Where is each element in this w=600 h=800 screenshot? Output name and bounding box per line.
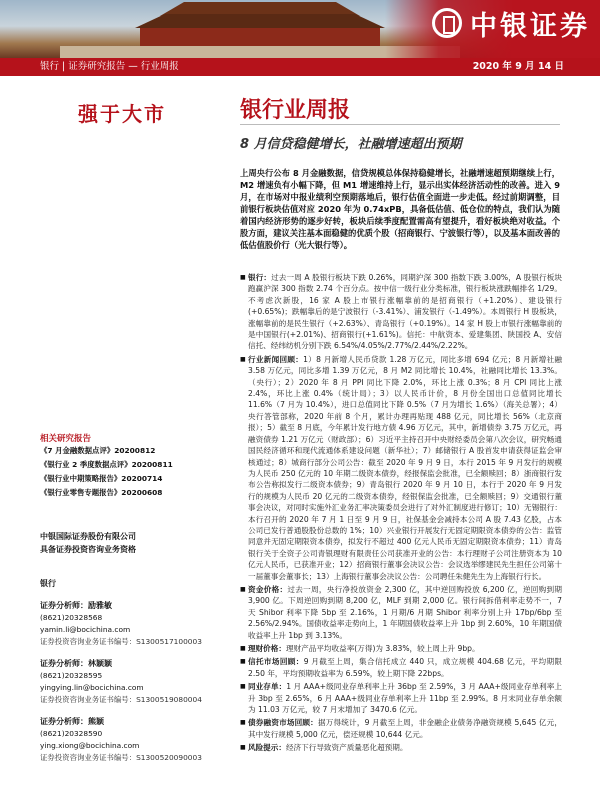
bullet-item	[240, 272, 562, 352]
palace-roof-image	[160, 2, 360, 16]
bullet-text: 据万得统计，9 月截至上周，非金融企业债务净融资规模 5,645 亿元，其中发行规模 5,000 亿元，偿还规模 10,644 亿元。	[248, 718, 563, 739]
bullet-text: 1 月 AAA+级同业存单利率上升 36bp 至 2.59%，3 月 AAA+级同业存单利率上升 3bp 至 2.65%，6 月 AAA+级同业存单利率上升 11bp 至 2.99%。8 月末同业存单余额为 11.03 万亿元，较 7 月末增加了 3470.6 亿元。	[248, 682, 562, 715]
analyst-card	[40, 658, 202, 706]
bullet-head: 银行：	[248, 273, 272, 282]
bullet-item	[240, 717, 562, 740]
bullet-text: 过去一周 A 股银行板块下跌 0.26%，同期沪深 300 指数下跌 3.00%，A 股银行板块跑赢沪深 300 指数 2.74 个百分点。按中信一级行业分类标准，银行板块涨跌幅排名 1/29。不考虑次新股，16 家 A 股上市银行涨幅靠前的是招商银行（+1.20%）、建设银行(+0.65%)；跌幅靠后的是宁波银行（-3.41%）、浦发银行（-1.49%）。本周银行 H 股板块，涨幅靠前的是民生银行（+2.63%）、青岛银行（+0.19%）。14 家 H 股上市银行涨幅靠前的是中国银行(+2.01%)、招商银行(+1.61%)。信托：中航资本、爱建集团、陕国投 A、安信信托、经纬纺机分别下跌 6.54%/4.05%/2.77%/2.44%/2.22%。	[248, 273, 563, 351]
header-banner	[0, 0, 600, 58]
related-report-link[interactable]: 《银行业中期策略报告》20200714	[40, 474, 163, 483]
analyst-phone: (8621)20328590	[40, 729, 103, 738]
company-info	[40, 530, 136, 556]
related-reports-heading: 相关研究报告	[40, 434, 92, 444]
bullet-item	[240, 643, 562, 654]
analyst-name: 熊颖	[88, 717, 104, 726]
bullet-text: 过去一周，央行净投放资金 2,300 亿，其中逆回购投放 6,200 亿，逆回购到期 3,900 亿。下周逆回购到期 8,200 亿，MLF 到期 2,000 亿。银行间拆借利率走势不一，7 天 Shibor 利率下降 5bp 至 2.16%，1 月期/6 月期 Shibor 利率分别上升 17bp/6bp 至 2.56%/2.94%。国债收益率走势向上，1 年期国债收益率上升 1bp 到 2.60%，10 年期国债收益率上升 1bp 到 3.13%。	[248, 584, 563, 640]
bullet-head: 资金价格：	[248, 584, 288, 594]
analyst-name: 励雅敏	[88, 601, 112, 610]
bullet-list	[240, 272, 562, 756]
bullet-head: 风险提示：	[248, 743, 286, 753]
analyst-email[interactable]: yingying.lin@bocichina.com	[40, 683, 144, 692]
logo-text: 中银证券	[470, 11, 590, 42]
analyst-name: 林颖颖	[88, 659, 112, 668]
header-redbar	[0, 58, 600, 76]
bullet-head: 理财价格：	[248, 644, 286, 653]
analyst-card	[40, 716, 202, 764]
bullet-head: 同业存单：	[248, 682, 287, 692]
bank-logo-icon	[432, 8, 462, 38]
related-reports	[40, 432, 220, 500]
rating-label: 强于大市	[78, 102, 166, 126]
bullet-text: 理财产品平均收益率(万得)为 3.83%，较上周上升 9bp。	[285, 644, 480, 653]
department-label: 银行	[40, 579, 56, 588]
bullet-head: 信托市场回顾：	[248, 657, 304, 667]
analyst-role: 证券分析师：	[40, 601, 88, 610]
bullet-item	[240, 656, 562, 679]
bullet-item	[240, 742, 562, 753]
title-divider	[240, 124, 560, 125]
analyst-cert: 证券投资咨询业务证书编号：S1300520090003	[40, 753, 202, 762]
related-report-link[interactable]: 《银行业零售专题报告》20200608	[40, 488, 163, 497]
analyst-card	[40, 600, 202, 648]
analyst-cert: 证券投资咨询业务证书编号：S1300517100003	[40, 637, 202, 646]
analyst-role: 证券分析师：	[40, 717, 88, 726]
analyst-email[interactable]: ying.xiong@bocichina.com	[40, 741, 140, 750]
bullet-text: 9 月截至上周，集合信托成立 440 只，成立规模 404.68 亿元，平均期限 2.50 年，平均预期收益率为 6.59%，较上期下降 22bps。	[248, 657, 563, 678]
breadcrumb: 银行 | 证券研究报告 — 行业周报	[40, 61, 179, 72]
analyst-phone: (8621)20328595	[40, 671, 103, 680]
analyst-cert: 证券投资咨询业务证书编号：S1300519080004	[40, 695, 202, 704]
analyst-phone: (8621)20328568	[40, 613, 103, 622]
company-name: 中银国际证券股份有限公司	[40, 532, 136, 541]
bullet-text: 经济下行导致资产质量恶化超预期。	[285, 743, 408, 753]
bullet-head: 债券融资市场回顾：	[248, 718, 318, 728]
bullet-text: 1）8 月新增人民币贷款 1.28 万亿元，同比多增 694 亿元；8 月新增社融 3.58 万亿元，同比多增 1.39 万亿元，8 月 M2 同比增长 10.4%，社融同比增长 13.3%。（央行）；2）2020 年 8 月 PPI 同比下降 2.0%，环比上涨 0.3%；8 月 CPI 同比上涨 2.4%，环比上涨 0.4%（统计局）；3）以人民币计价，8 月份全国出口总值同比增长 11.6%（7 月为 10.4%），进口总值同比下降 0.5%（7 月为增长 1.6%）（海关总署）；4）央行答管部称，2020 年前 8 个月，累计办理再贴现 488 亿元，同比增长 56%（北京商报）；5）截至 8 月底，今年累计发行地方债 4.96 万亿元，其中，新增债券 3.75 万亿元，再融资债券 1.21 万亿元（财政部）；6）习近平主持召开中央财经委员会第八次会议，研究畅通国民经济循环和现代流通体系建设问题（新华社）；7）邮储银行 A 股首发申请获得证监会审核通过；8）城商行部分公司公告：截至 2020 年 9 月 9 日，本行 2015 年 9 月发行的规模为人民币 250 亿元的 10 年期二级资本债券，经报保监会批准，已全额赎回；8）浙商银行发布公告称拟发行二级资本债券；9）青岛银行 2020 年 9 月 10 日，本行于 2020 年 9 月发行的规模为人民币 20 亿元的二级资本债券，经银保监会批准，已全额赎回；9）交通银行董事会决议，对同时实施外汇业务汇率决策委员会进行了对外汇制度进行修订；10）无锡银行：本行召开的 2020 年 7 月 1 日至 9 月 9 日，社保基金会减持本公司 A 股 7.43 亿股，占本公司已发行普通股股份总数的 1%；10）兴业银行开展发行无固定期限资本债券的公告：监管同意并无固定期限资本债券，拟发行不超过 400 亿元人民币无固定期限资本债券；11）青岛银行关于全资子公司青银理财有限责任公司获准开业的公告：本行理财子公司注册资本为 10 亿元人民币，已获准开业；12）招商银行董事会决议公告：会议选举缪建民先生担任公司第十一届董事会董事长；13）上海银行董事会决议公告：公司聘任朱健先生为上海银行行长。	[248, 354, 562, 581]
bullet-item	[240, 354, 562, 582]
company-license: 具备证券投资咨询业务资格	[40, 545, 136, 554]
analyst-role: 证券分析师：	[40, 659, 88, 668]
summary-paragraph: 上周央行公布 8 月金融数据，信贷规模总体保持稳健增长，社融增速超预期继续上行，M2 增速负有小幅下降，但 M1 增速维持上行，显示出实体经济活动性的改善。进入 9 月，在市场对中报业绩利空预期落地后，银行估值全面进一步走低。经过前期调整，目前银行板块估值对应 2020 年为 0.74xPB，具备低估值、低仓位的特点，我们认为随着国内经济形势的逐步好转，板块后续季度配置需高有望提升，看好板块绝对收益。个股方面，建议关注基本面稳健的优质个股（招商银行、宁波银行等），以及基本面改善的低估值股价行（光大银行等）。	[240, 168, 560, 250]
related-report-link[interactable]: 《银行业 2 季度数据点评》20200811	[40, 460, 173, 469]
bullet-head: 行业新闻回顾：	[248, 354, 304, 364]
analyst-email[interactable]: yamin.li@bocichina.com	[40, 625, 131, 634]
bullet-item	[240, 584, 562, 641]
report-title: 银行业周报	[240, 98, 351, 123]
palace-eaves-image	[135, 14, 385, 28]
report-subtitle: 8 月信贷稳健增长，社融增速超出预期	[240, 137, 462, 152]
logo-block	[385, 0, 600, 58]
related-report-link[interactable]: 《7 月金融数据点评》20200812	[40, 446, 156, 455]
bullet-item	[240, 681, 562, 715]
report-date: 2020 年 9 月 14 日	[472, 61, 564, 72]
